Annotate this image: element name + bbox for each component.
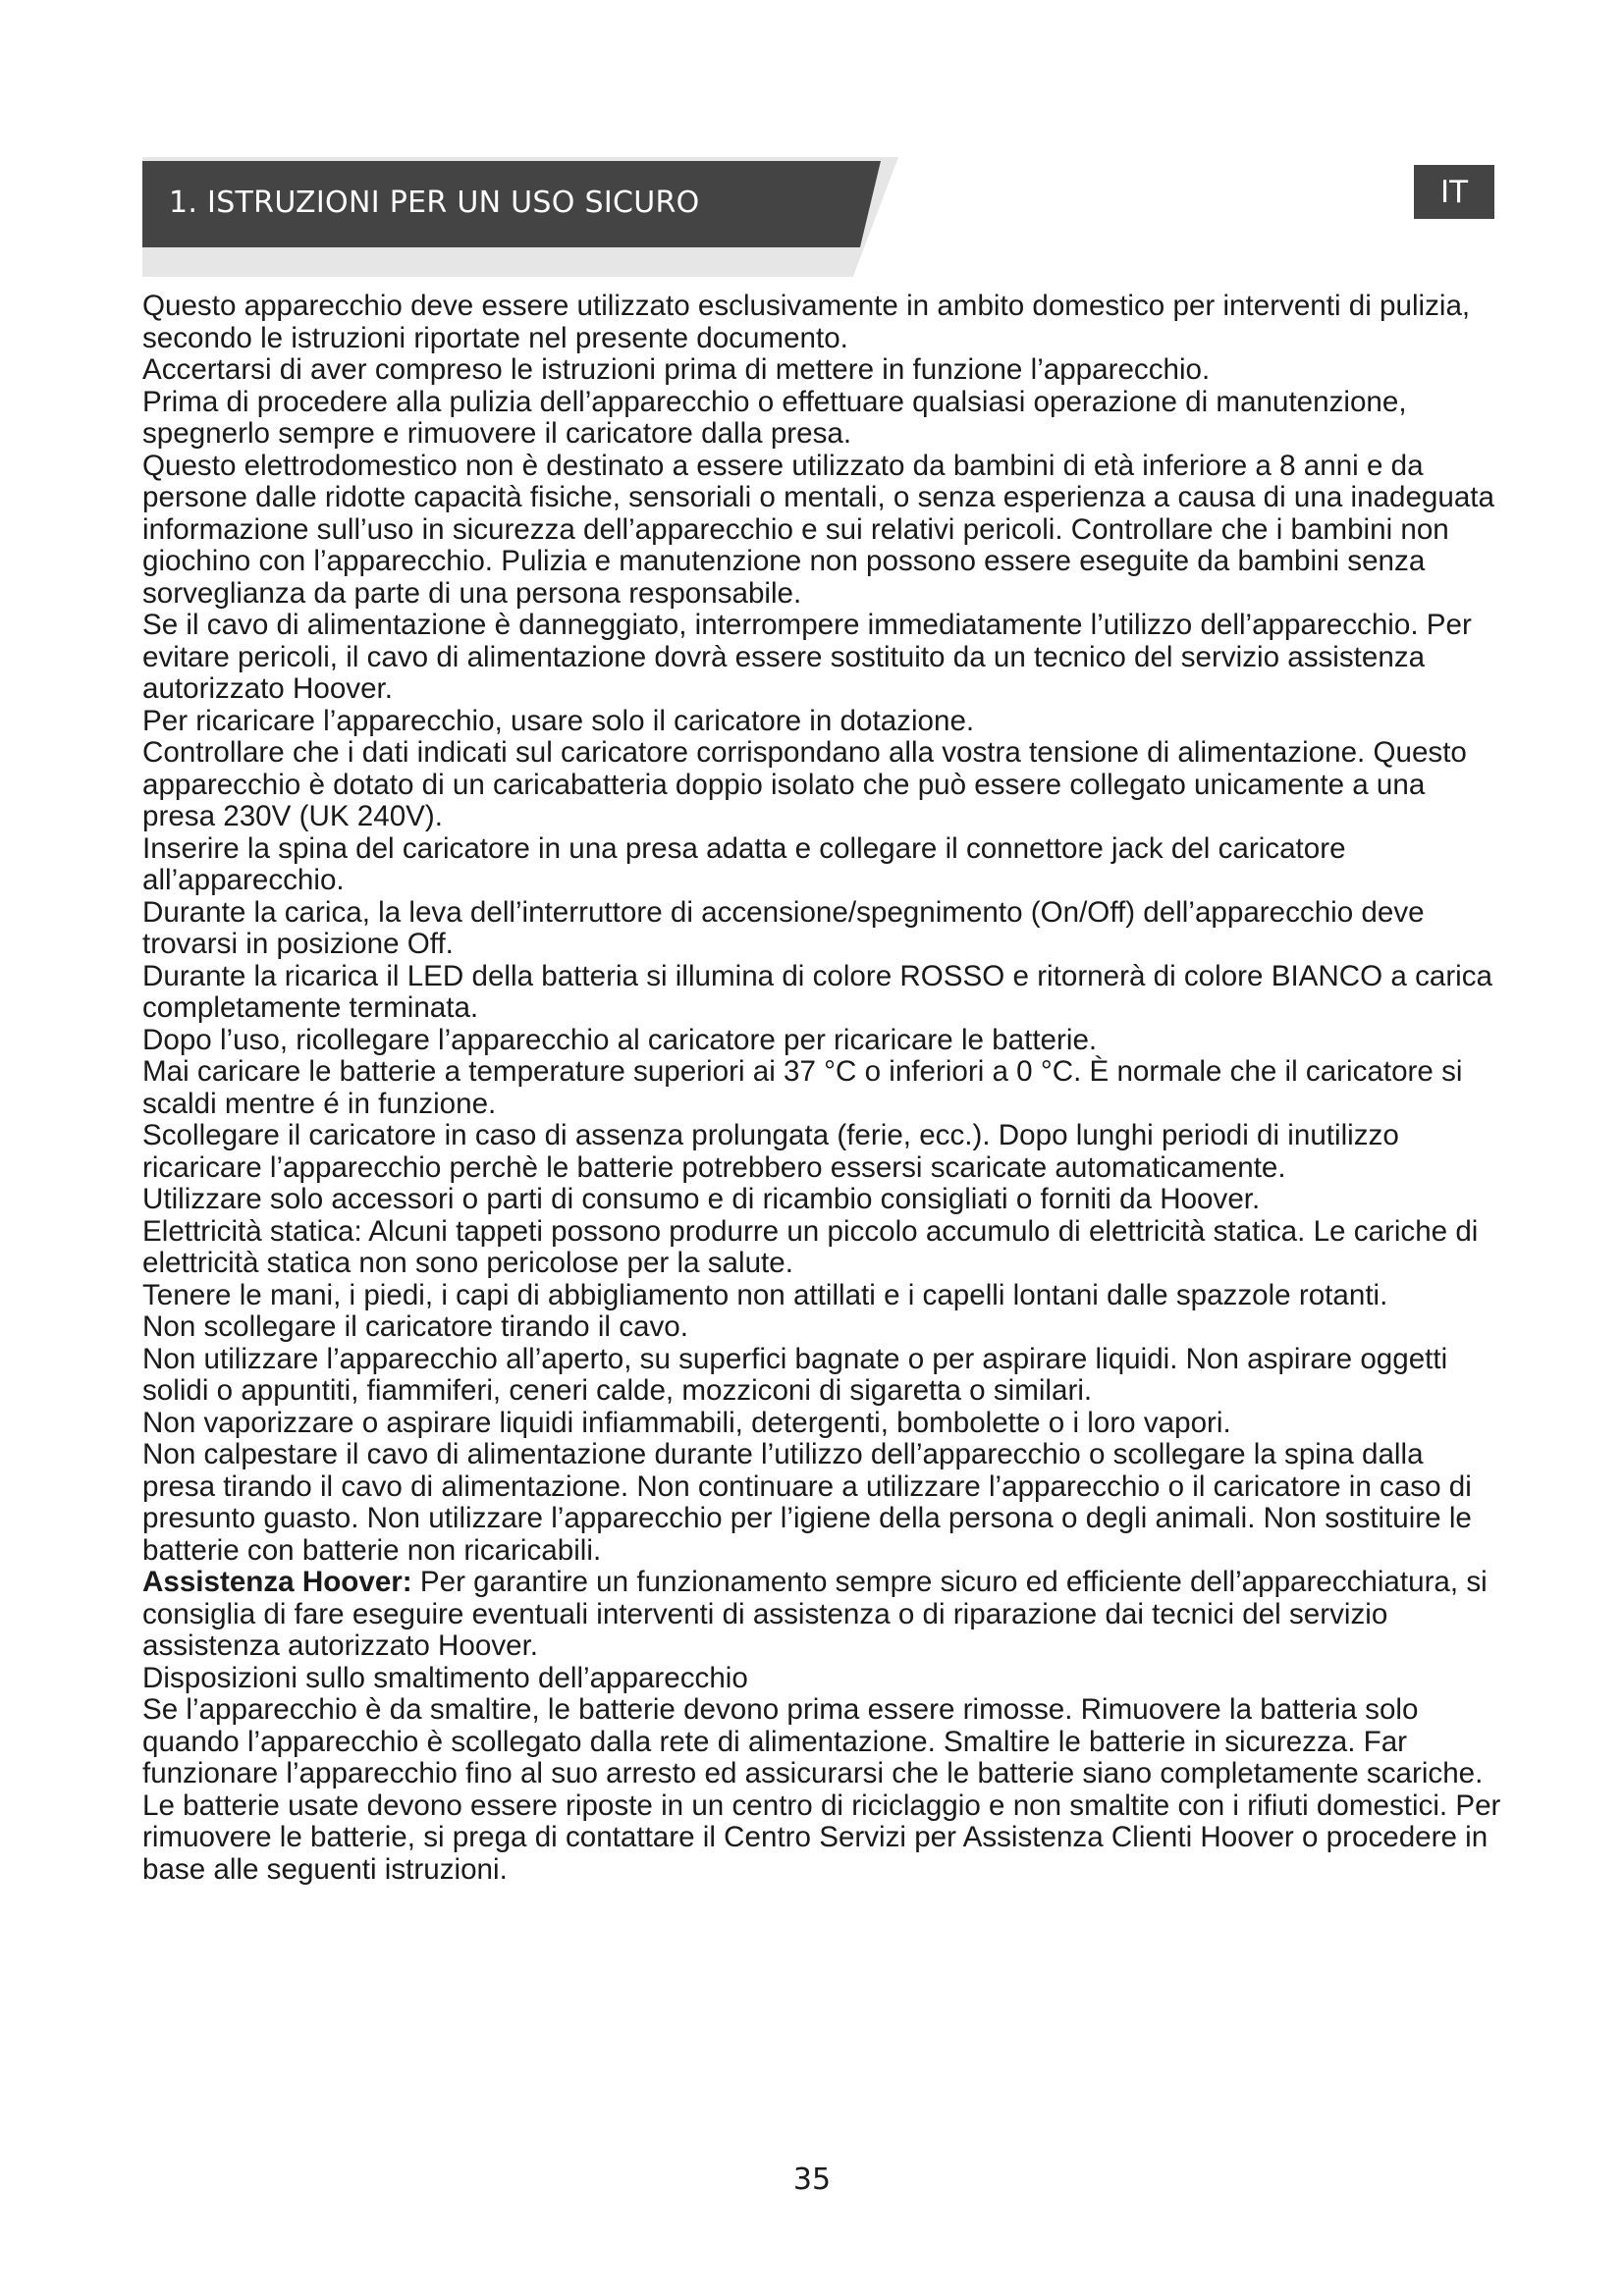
paragraph: Disposizioni sullo smaltimento dell’apparecchio — [142, 1661, 748, 1694]
paragraph: Se l’apparecchio è da smaltire, le batterie devono prima essere rimosse. Rimuovere la batteria solo quando l’apparecchio è scollegato dalla rete di alimentazione. Smaltire le batterie in sicurezza. Far funzionare l’apparecchio fino al suo arresto ed assicurarsi che le batterie siano completamente scariche. Le batterie usate devono essere riposte in un centro di riciclaggio e non smaltite con i rifiuti domestici. Per rimuovere le batterie, si prega di contattare il Centro Servizi per Assistenza Clienti Hoover o procedere in base alle seguenti istruzioni. — [142, 1693, 1501, 1886]
paragraph: Mai caricare le batterie a temperature superiori ai 37 °C o inferiori a 0 °C. È normale che il caricatore si scaldi mentre é in funzione. — [142, 1055, 1463, 1120]
paragraph: Utilizzare solo accessori o parti di consumo e di ricambio consigliati o forniti da Hoover. — [142, 1183, 1261, 1215]
language-badge: IT — [1414, 165, 1494, 219]
paragraph: Non calpestare il cavo di alimentazione durante l’utilizzo dell’apparecchio o scollegare la spina dalla presa tirando il cavo di alimentazione. Non continuare a utilizzare l’apparecchio o il caricatore in caso di presunto guasto. Non utilizzare l’apparecchio per l’igiene della persona o degli animali. Non sostituire le batterie con batterie non ricaricabili. — [142, 1438, 1472, 1567]
paragraph: Dopo l’uso, ricollegare l’apparecchio al caricatore per ricaricare le batterie. — [142, 1023, 1098, 1056]
paragraph: Tenere le mani, i piedi, i capi di abbigliamento non attillati e i capelli lontani dalle spazzole rotanti. — [142, 1278, 1388, 1311]
paragraph: Questo elettrodomestico non è destinato a essere utilizzato da bambini di età inferiore a 8 anni e da persone dalle ridotte capacità fisiche, sensoriali o mentali, o senza esperienza a causa di una inadeguata informazione sull’uso in sicurezza dell’apparecchio e sui relativi pericoli. Controllare che i bambini non giochino con l’apparecchio. Pulizia e manutenzione non possono essere eseguite da bambini senza sorveglianza da parte di una persona responsabile. — [142, 449, 1494, 610]
paragraph: Scollegare il caricatore in caso di assenza prolungata (ferie, ecc.). Dopo lunghi periodi di inutilizzo ricaricare l’apparecchio perchè le batterie potrebbero essersi scaricate automaticamente. — [142, 1119, 1399, 1184]
paragraph: Prima di procedere alla pulizia dell’apparecchio o effettuare qualsiasi operazione di manutenzione, spegnerlo sempre e rimuovere il caricatore dalla presa. — [142, 385, 1407, 450]
page-number: 35 — [792, 2163, 832, 2197]
paragraph: Durante la carica, la leva dell’interruttore di accensione/spegnimento (On/Off) dell’apparecchio deve trovarsi in posizione Off. — [142, 895, 1425, 960]
paragraph: Controllare che i dati indicati sul caricatore corrispondano alla vostra tensione di alimentazione. Questo apparecchio è dotato di un caricabatteria doppio isolato che può essere collegato unicamente a una presa 230V (UK 240V). — [142, 736, 1467, 832]
paragraph: Non utilizzare l’apparecchio all’aperto, su superfici bagnate o per aspirare liquidi. Non aspirare oggetti solidi o appuntiti, fiammiferi, ceneri calde, mozziconi di sigaretta o similari. — [142, 1342, 1448, 1407]
paragraph: Durante la ricarica il LED della batteria si illumina di colore ROSSO e ritornerà di colore BIANCO a carica completamente terminata. — [142, 959, 1493, 1024]
paragraph-assistance: Assistenza Hoover: Per garantire un funzionamento sempre sicuro ed efficiente dell’apparecchiatura, si consiglia di fare eseguire eventuali interventi di assistenza o di riparazione dai tecnici del servizio assistenza autorizzato Hoover. — [142, 1566, 1488, 1662]
paragraph: Non vaporizzare o aspirare liquidi infiammabili, detergenti, bombolette o i loro vapori. — [142, 1406, 1231, 1439]
paragraph: Per ricaricare l’apparecchio, usare solo il caricatore in dotazione. — [142, 704, 975, 737]
paragraph: Se il cavo di alimentazione è danneggiato, interrompere immediatamente l’utilizzo dell’apparecchio. Per evitare pericoli, il cavo di alimentazione dovrà essere sostituito da un tecnico del servizio assistenza autorizzato Hoover. — [142, 609, 1472, 705]
instructions-body — [142, 291, 1502, 1886]
paragraph: Questo apparecchio deve essere utilizzato esclusivamente in ambito domestico per interventi di pulizia, secondo le istruzioni riportate nel presente documento. — [142, 290, 1471, 354]
section-title: 1. ISTRUZIONI PER UN USO SICURO — [169, 186, 700, 220]
paragraph: Inserire la spina del caricatore in una presa adatta e collegare il connettore jack del caricatore all’apparecchio. — [142, 831, 1346, 896]
paragraph: Elettricità statica: Alcuni tappeti possono produrre un piccolo accumulo di elettricità statica. Le cariche di elettricità statica non sono pericolose per la salute. — [142, 1214, 1479, 1279]
assistance-label: Assistenza Hoover: — [142, 1566, 412, 1598]
paragraph: Non scollegare il caricatore tirando il cavo. — [142, 1310, 688, 1343]
paragraph: Accertarsi di aver compreso le istruzioni prima di mettere in funzione l’apparecchio. — [142, 353, 1211, 386]
